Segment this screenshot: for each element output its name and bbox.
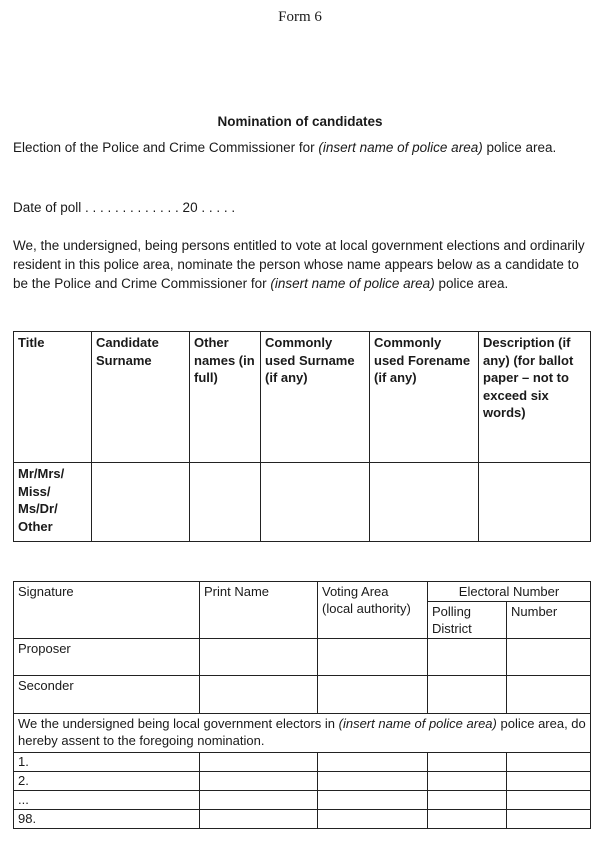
assentor-print-name-cell[interactable] xyxy=(200,810,318,829)
election-text-end: police area. xyxy=(482,140,557,155)
description-cell[interactable] xyxy=(479,463,591,542)
insert-police-area-placeholder: (insert name of police area) xyxy=(270,276,435,291)
commonly-used-surname-cell[interactable] xyxy=(261,463,370,542)
assentor-number-cell[interactable]: 2. xyxy=(14,772,200,791)
assentor-number-cell[interactable]: 1. xyxy=(14,753,200,772)
assent-row xyxy=(14,714,591,753)
form-heading: Nomination of candidates xyxy=(217,114,383,129)
assentor-number-cell[interactable]: 98. xyxy=(14,810,200,829)
commonly-used-forename-cell[interactable] xyxy=(370,463,479,542)
seconder-number-cell[interactable] xyxy=(507,676,591,714)
signature-table xyxy=(13,581,591,829)
assent-statement xyxy=(14,714,591,753)
assentor-voting-area-cell[interactable] xyxy=(318,810,428,829)
proposer-polling-district-cell[interactable] xyxy=(428,639,507,676)
assent-text: We the undersigned being local government electors in xyxy=(18,716,339,731)
nomination-text: We, the undersigned, being persons entitled to vote at local government elections and ordinarily resident in this police area, nominate the person whose name appears below as a candidate to be the Police and Crime Commissioner for xyxy=(13,238,585,291)
assentor-row xyxy=(14,772,591,791)
assentor-row xyxy=(14,810,591,829)
assentor-number-value-cell[interactable] xyxy=(507,810,591,829)
assentor-row xyxy=(14,753,591,772)
election-text: Election of the Police and Crime Commissioner for xyxy=(13,140,319,155)
header-voting-area: Voting Area (local authority) xyxy=(318,582,428,639)
assentor-voting-area-cell[interactable] xyxy=(318,791,428,810)
seconder-row xyxy=(14,676,591,714)
seconder-polling-district-cell[interactable] xyxy=(428,676,507,714)
other-names-cell[interactable] xyxy=(190,463,261,542)
title-options-cell[interactable]: Mr/Mrs/ Miss/ Ms/Dr/ Other xyxy=(14,463,92,542)
assentor-row xyxy=(14,791,591,810)
assentor-print-name-cell[interactable] xyxy=(200,753,318,772)
header-commonly-used-forename: Commonly used Forename (if any) xyxy=(370,332,479,463)
date-of-poll-line: Date of poll . . . . . . . . . . . . . 20 . . . . . xyxy=(13,200,236,215)
insert-police-area-placeholder: (insert name of police area) xyxy=(318,140,483,155)
header-polling-district: Polling District xyxy=(428,602,507,639)
assentor-number-value-cell[interactable] xyxy=(507,772,591,791)
proposer-row xyxy=(14,639,591,676)
header-electoral-number: Electoral Number xyxy=(428,582,591,602)
candidate-table xyxy=(13,331,591,542)
assentor-number-value-cell[interactable] xyxy=(507,753,591,772)
seconder-signature-cell[interactable]: Seconder xyxy=(14,676,200,714)
proposer-voting-area-cell[interactable] xyxy=(318,639,428,676)
header-number: Number xyxy=(507,602,591,639)
assentor-number-value-cell[interactable] xyxy=(507,791,591,810)
assentor-print-name-cell[interactable] xyxy=(200,772,318,791)
assentor-print-name-cell[interactable] xyxy=(200,791,318,810)
signature-header-row xyxy=(14,582,591,602)
assentor-polling-district-cell[interactable] xyxy=(428,772,507,791)
assentor-number-cell[interactable]: ... xyxy=(14,791,200,810)
assentor-polling-district-cell[interactable] xyxy=(428,810,507,829)
form-number: Form 6 xyxy=(278,9,322,25)
header-signature: Signature xyxy=(14,582,200,639)
proposer-signature-cell[interactable]: Proposer xyxy=(14,639,200,676)
header-title: Title xyxy=(14,332,92,463)
seconder-voting-area-cell[interactable] xyxy=(318,676,428,714)
assentor-voting-area-cell[interactable] xyxy=(318,772,428,791)
proposer-number-cell[interactable] xyxy=(507,639,591,676)
proposer-print-name-cell[interactable] xyxy=(200,639,318,676)
insert-police-area-placeholder: (insert name of police area) xyxy=(338,716,497,731)
nomination-paragraph xyxy=(13,236,588,293)
assentor-polling-district-cell[interactable] xyxy=(428,791,507,810)
seconder-print-name-cell[interactable] xyxy=(200,676,318,714)
header-commonly-used-surname: Commonly used Surname (if any) xyxy=(261,332,370,463)
header-candidate-surname: Candidate Surname xyxy=(92,332,190,463)
assentor-voting-area-cell[interactable] xyxy=(318,753,428,772)
nomination-text-end: police area. xyxy=(434,276,509,291)
assentor-polling-district-cell[interactable] xyxy=(428,753,507,772)
header-description: Description (if any) (for ballot paper – not to exceed six words) xyxy=(479,332,591,463)
candidate-entry-row xyxy=(14,463,591,542)
candidate-header-row xyxy=(14,332,591,463)
candidate-surname-cell[interactable] xyxy=(92,463,190,542)
assent-text-end: police area, do hereby assent to the foregoing nomination. xyxy=(18,716,586,748)
election-paragraph xyxy=(13,138,588,157)
header-other-names: Other names (in full) xyxy=(190,332,261,463)
header-print-name: Print Name xyxy=(200,582,318,639)
